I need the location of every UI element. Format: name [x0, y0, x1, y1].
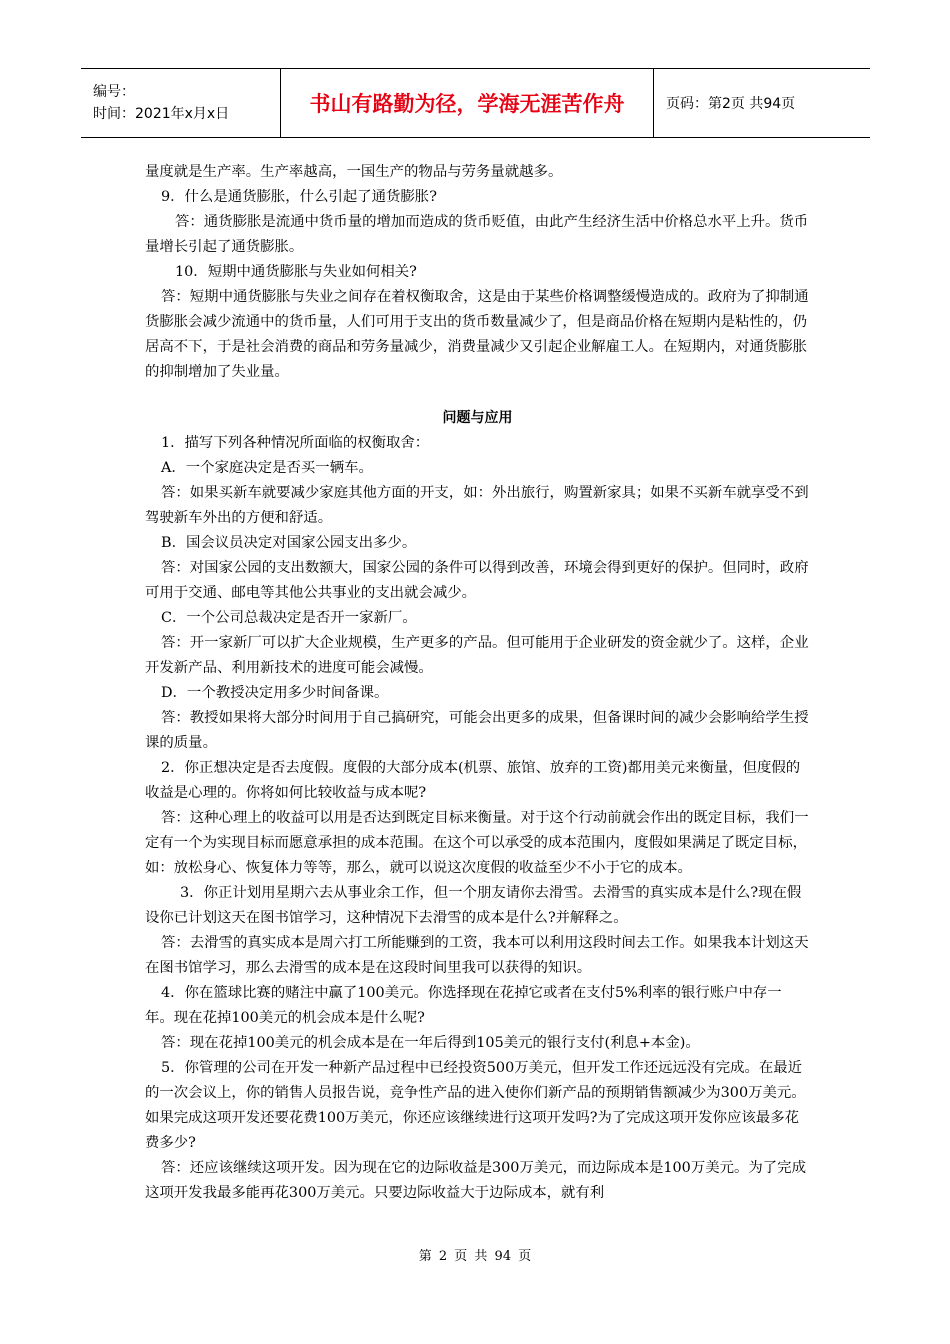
- answer-paragraph: 答：如果买新车就要减少家庭其他方面的开支，如：外出旅行，购置新家具；如果不买新车就享受不到驾驶新车外出的方便和舒适。: [145, 485, 809, 526]
- question-heading: 3．你正计划用星期六去从事业余工作，但一个朋友请你去滑雪。去滑雪的真实成本是什么?现在假设你已计划这天在图书馆学习，这种情况下去滑雪的成本是什么?并解释之。: [145, 885, 802, 926]
- sub-question: C．一个公司总裁决定是否开一家新厂。: [161, 610, 417, 626]
- answer-paragraph: 答：教授如果将大部分时间用于自己搞研究，可能会出更多的成果，但备课时间的减少会影响给学生授课的质量。: [145, 710, 809, 751]
- sub-question: A．一个家庭决定是否买一辆车。: [161, 460, 373, 476]
- section-title: 问题与应用: [442, 410, 513, 426]
- question-heading: 10．短期中通货膨胀与失业如何相关?: [175, 264, 417, 280]
- paragraph: 量度就是生产率。生产率越高，一国生产的物品与劳务量就越多。: [145, 164, 563, 180]
- answer-paragraph: 答：现在花掉100美元的机会成本是在一年后得到105美元的银行支付(利息+本金)。: [161, 1035, 700, 1051]
- sub-question: D．一个教授决定用多少时间备课。: [161, 685, 389, 701]
- question-heading: 1．描写下列各种情况所面临的权衡取舍：: [161, 435, 430, 451]
- answer-paragraph: 答：通货膨胀是流通中货币量的增加而造成的货币贬值，由此产生经济生活中价格总水平上升。货币量增长引起了通货膨胀。: [145, 214, 809, 255]
- answer-paragraph: 答：开一家新厂可以扩大企业规模，生产更多的产品。但可能用于企业研发的资金就少了。这样，企业开发新产品、利用新技术的进度可能会减慢。: [145, 635, 809, 676]
- header-page-number: 页码：第2页 共94页: [666, 96, 796, 112]
- answer-paragraph: 答：短期中通货膨胀与失业之间存在着权衡取舍，这是由于某些价格调整缓慢造成的。政府为了抑制通货膨胀会减少流通中的货币量，人们可用于支出的货币数量减少了，但是商品价格在短期内是粘性的，仍居高不下，于是社会消费的商品和劳务量减少，消费量减少又引起企业解雇工人。在短期内，对通货膨胀的抑制增加了失业量。: [145, 289, 809, 380]
- header-motto-cell: [281, 69, 654, 137]
- answer-paragraph: 答：这种心理上的收益可以用是否达到既定目标来衡量。对于这个行动前就会作出的既定目标，我们一定有一个为实现目标而愿意承担的成本范围。在这个可以承受的成本范围内，度假如果满足了既定目标，如：放松身心、恢复体力等等，那么，就可以说这次度假的收益至少不小于它的成本。: [145, 810, 809, 876]
- document-date: 时间：2021年x月x日: [93, 106, 230, 122]
- document-number: 编号：: [93, 84, 135, 100]
- answer-paragraph: 答：去滑雪的真实成本是周六打工所能赚到的工资，我本可以利用这段时间去工作。如果我本计划这天在图书馆学习，那么去滑雪的成本是在这段时间里我可以获得的知识。: [145, 935, 809, 976]
- question-heading: 4．你在篮球比赛的赌注中赢了100美元。你选择现在花掉它或者在支付5%利率的银行账户中存一年。现在花掉100美元的机会成本是什么呢?: [145, 985, 782, 1026]
- sub-question: B．国会议员决定对国家公园支出多少。: [161, 535, 417, 551]
- question-heading: 2．你正想决定是否去度假。度假的大部分成本(机票、旅馆、放弃的工资)都用美元来衡量，但度假的收益是心理的。你将如何比较收益与成本呢?: [145, 760, 801, 801]
- answer-paragraph: 答：还应该继续这项开发。因为现在它的边际收益是300万美元，而边际成本是100万美元。为了完成这项开发我最多能再花300万美元。只要边际收益大于边际成本，就有利: [145, 1160, 806, 1201]
- header-motto: 书山有路勤为径，学海无涯苦作舟: [309, 92, 625, 116]
- page-header: [81, 68, 870, 138]
- header-meta: [81, 69, 281, 137]
- page-footer: 第 2 页 共 94 页: [418, 1249, 532, 1264]
- question-heading: 9．什么是通货膨胀，什么引起了通货膨胀?: [161, 189, 437, 205]
- answer-paragraph: 答：对国家公园的支出数额大，国家公园的条件可以得到改善，环境会得到更好的保护。但同时，政府可用于交通、邮电等其他公共事业的支出就会减少。: [145, 560, 809, 601]
- header-page-cell: [654, 69, 870, 137]
- document-body: [145, 160, 810, 1206]
- question-heading: 5．你管理的公司在开发一种新产品过程中已经投资500万美元，但开发工作还远远没有完成。在最近的一次会议上，你的销售人员报告说，竞争性产品的进入使你们新产品的预期销售额减少为300万美元。如果完成这项开发还要花费100万美元，你还应该继续进行这项开发吗?为了完成这项开发你应该最多花费多少?: [145, 1060, 806, 1151]
